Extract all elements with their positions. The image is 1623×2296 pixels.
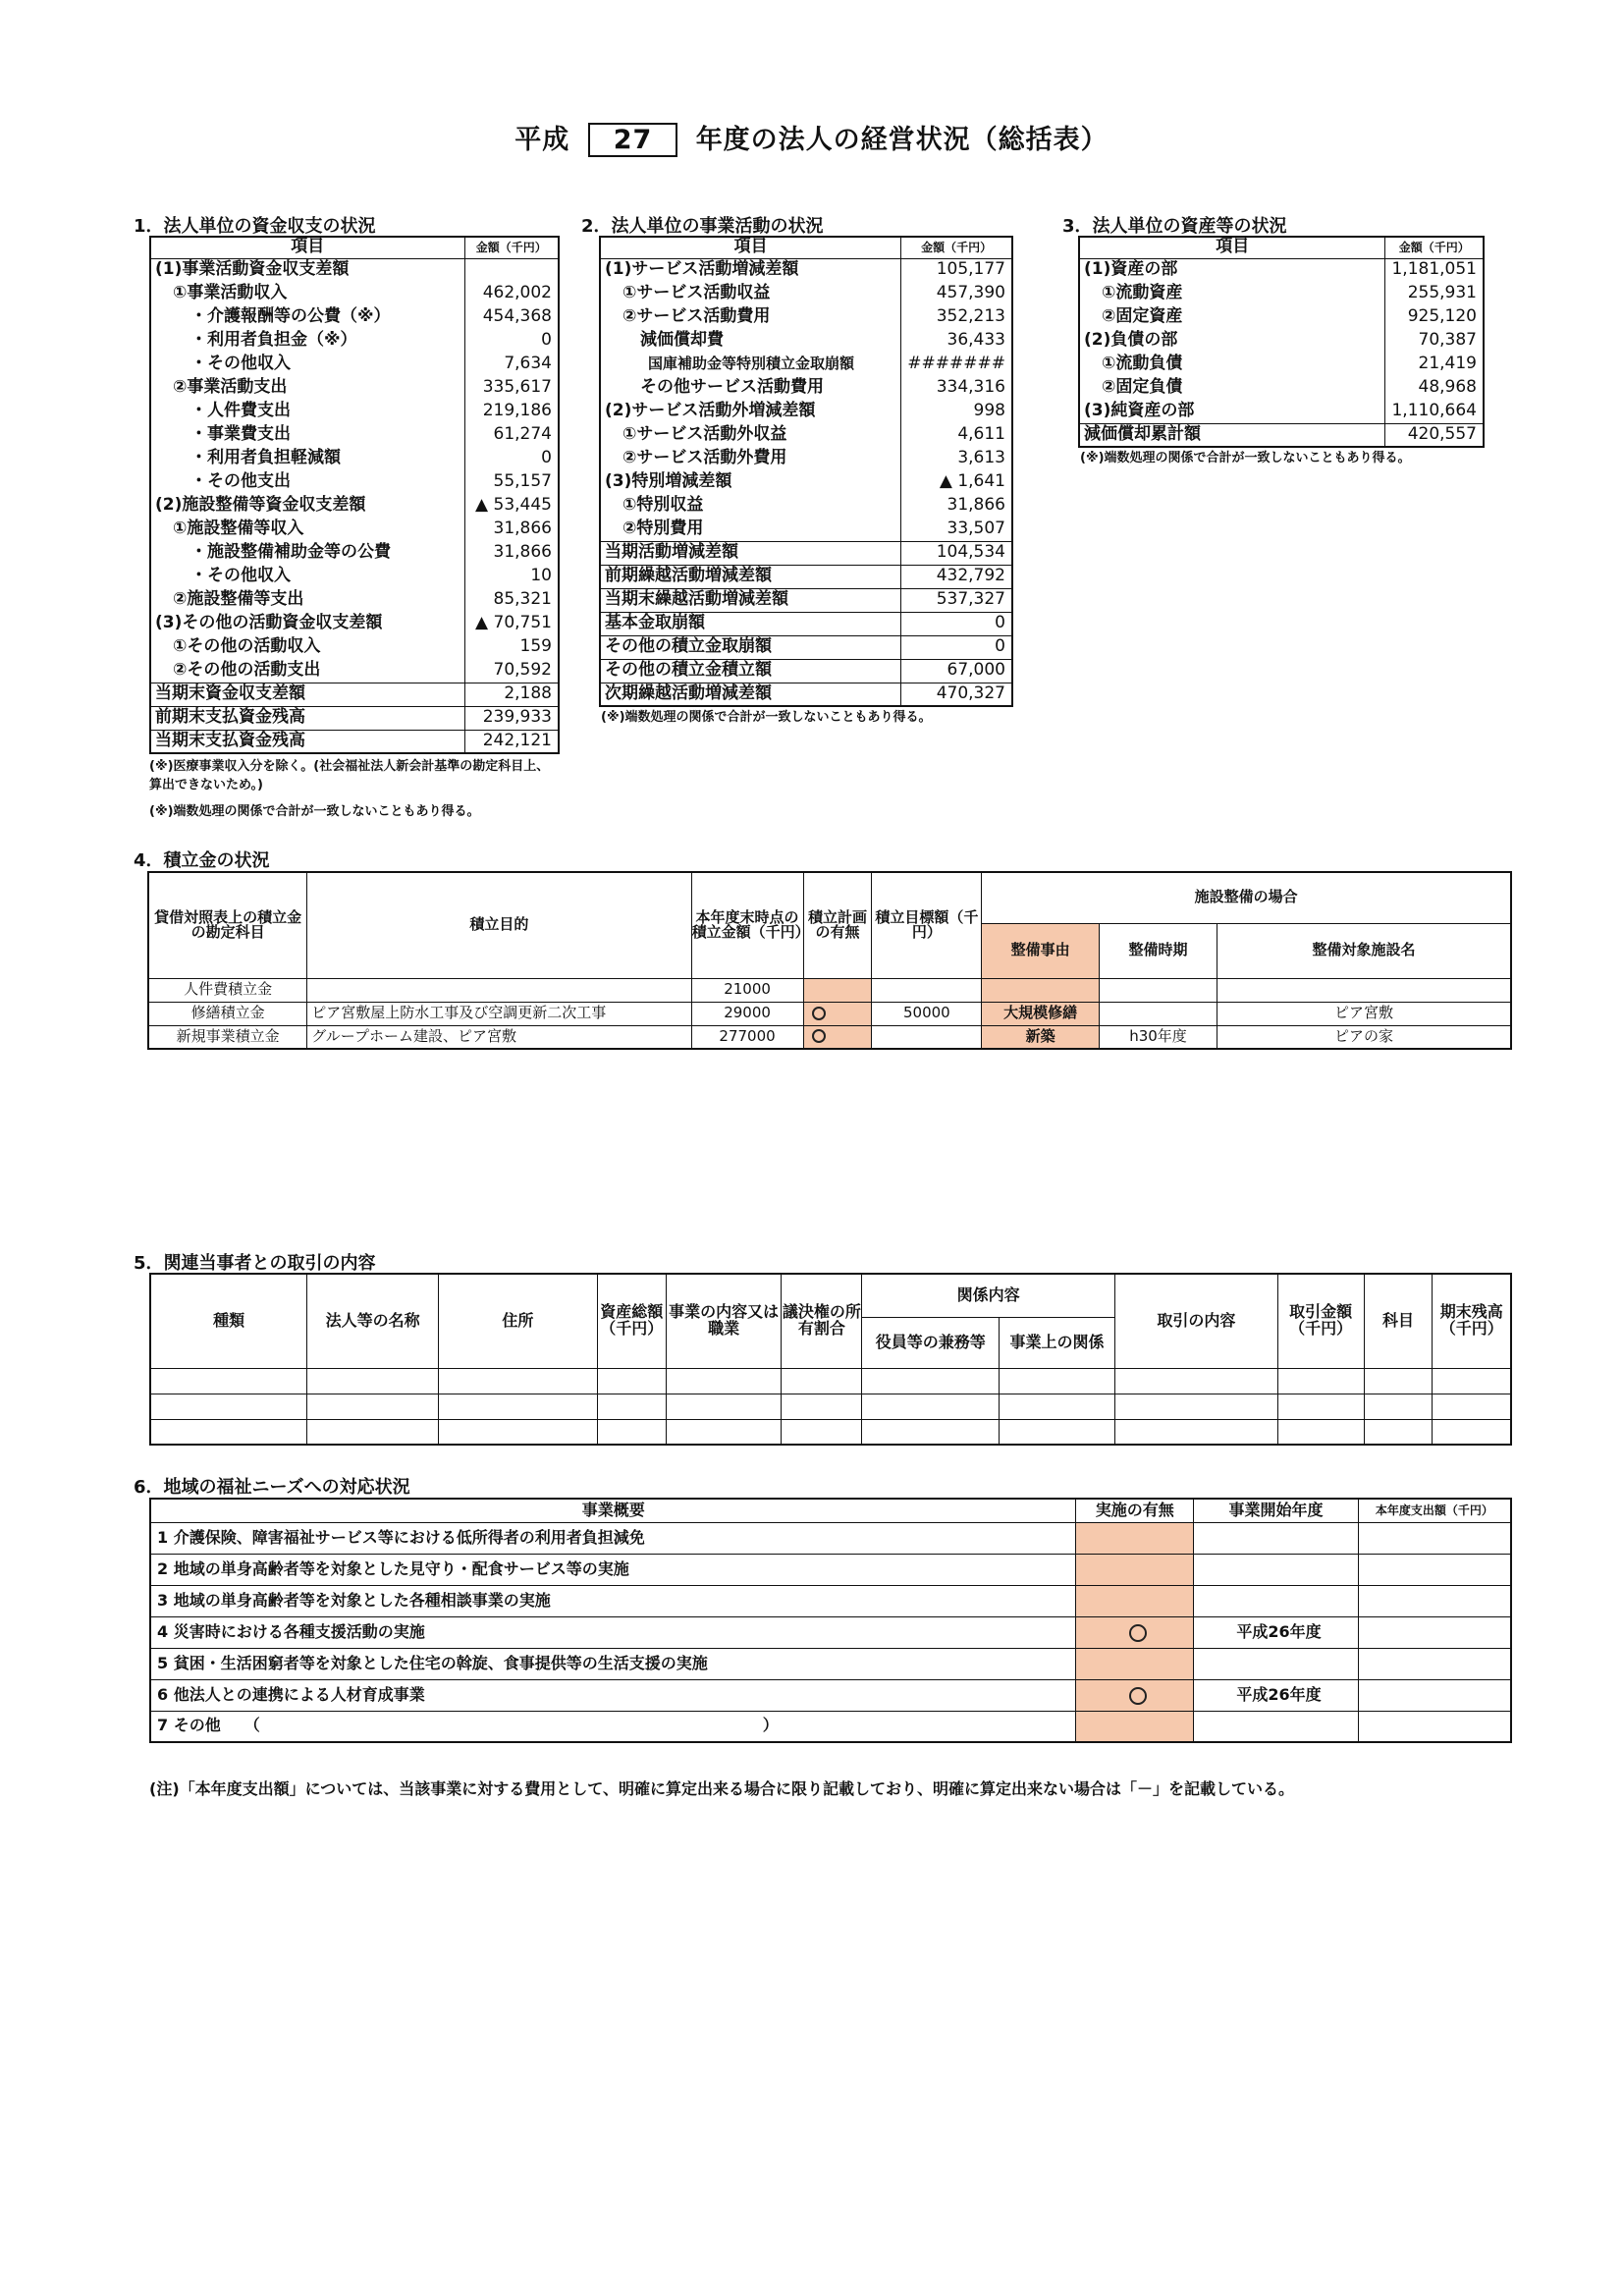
row-label: ②施設整備等支出	[150, 588, 464, 612]
table-row	[600, 423, 1012, 447]
page-title	[0, 118, 1623, 157]
row-label: 前期繰越活動増減差額	[600, 565, 901, 588]
row-label: (3)純資産の部	[1079, 400, 1385, 423]
table-row	[150, 470, 559, 494]
row-amount: 31,866	[464, 518, 559, 541]
row-label: ・その他収入	[150, 565, 464, 588]
table-row	[1079, 258, 1484, 282]
row-amount: 36,433	[901, 329, 1012, 353]
reserve-row	[148, 978, 1511, 1002]
rel-address-header: 住所	[439, 1274, 598, 1368]
impl-circle-icon	[1129, 1687, 1147, 1705]
row-label: ①サービス活動収益	[600, 282, 901, 305]
reserve-plan	[803, 1025, 872, 1049]
table-row	[600, 683, 1012, 706]
welfare-expense	[1358, 1648, 1511, 1679]
start-year-header: 事業開始年度	[1194, 1499, 1359, 1522]
row-label: その他の積立金取崩額	[600, 635, 901, 659]
row-amount: 61,274	[464, 423, 559, 447]
table-row	[1079, 400, 1484, 423]
item-header: 項目	[1079, 237, 1385, 258]
amount-header: 金額（千円）	[464, 237, 559, 258]
table-row	[600, 470, 1012, 494]
row-amount: 2,188	[464, 683, 559, 706]
row-amount: 0	[464, 447, 559, 470]
row-label: 当期末資金収支差額	[150, 683, 464, 706]
assets-table	[1078, 236, 1485, 448]
table-row	[150, 706, 559, 730]
plan-circle-icon	[812, 1007, 826, 1020]
reserve-account: 修繕積立金	[148, 1002, 307, 1025]
row-label: (2)サービス活動外増減差額	[600, 400, 901, 423]
reserve-balance: 21000	[691, 978, 803, 1002]
welfare-row	[150, 1522, 1511, 1554]
welfare-expense	[1358, 1711, 1511, 1742]
row-amount: 55,157	[464, 470, 559, 494]
reserve-plan-header: 積立計画の有無	[803, 872, 872, 978]
row-amount: 7,634	[464, 353, 559, 376]
row-amount: 457,390	[901, 282, 1012, 305]
row-label: 当期末支払資金残高	[150, 730, 464, 753]
reserve-target	[872, 978, 982, 1002]
welfare-start-year	[1194, 1648, 1359, 1679]
welfare-row	[150, 1711, 1511, 1742]
reserve-target-header: 積立目標額（千円）	[872, 872, 982, 978]
row-amount: #######	[901, 353, 1012, 376]
row-amount	[464, 258, 559, 282]
reserve-balance: 277000	[691, 1025, 803, 1049]
expense-header: 本年度支出額（千円）	[1358, 1499, 1511, 1522]
row-amount: 420,557	[1385, 423, 1484, 447]
reserve-facility: ピアの家	[1217, 1025, 1511, 1049]
welfare-row	[150, 1648, 1511, 1679]
table-row	[600, 329, 1012, 353]
welfare-impl	[1076, 1711, 1194, 1742]
welfare-start-year: 平成26年度	[1194, 1616, 1359, 1648]
row-amount: 255,931	[1385, 282, 1484, 305]
row-amount: ▲ 1,641	[901, 470, 1012, 494]
reserve-row	[148, 1002, 1511, 1025]
reserve-target: 50000	[872, 1002, 982, 1025]
row-label: ①特別収益	[600, 494, 901, 518]
welfare-row	[150, 1679, 1511, 1711]
row-label: (2)施設整備等資金収支差額	[150, 494, 464, 518]
row-amount: 33,507	[901, 518, 1012, 541]
rel-transaction-header: 取引の内容	[1114, 1274, 1277, 1368]
row-amount: 67,000	[901, 659, 1012, 683]
table-row	[600, 376, 1012, 400]
welfare-row	[150, 1585, 1511, 1616]
reserve-purpose: ピア宮敷屋上防水工事及び空調更新二次工事	[307, 1002, 691, 1025]
section6-note: (注)「本年度支出額」については、当該事業に対する費用として、明確に算定出来る場合に限り記載しており、明確に算定出来ない場合は「－」を記載している。	[149, 1779, 1294, 1798]
section2-note: (※)端数処理の関係で合計が一致しないこともあり得る。	[601, 710, 932, 725]
row-label: ・介護報酬等の公費（※）	[150, 305, 464, 329]
table-row	[150, 730, 559, 753]
row-label: 国庫補助金等特別積立金取崩額	[600, 353, 901, 376]
table-row	[600, 541, 1012, 565]
row-amount: 104,534	[901, 541, 1012, 565]
section3-title: 3．法人単位の資産等の状況	[1062, 216, 1287, 237]
welfare-row	[150, 1554, 1511, 1585]
reserve-period: h30年度	[1100, 1025, 1217, 1049]
row-amount: 10	[464, 565, 559, 588]
welfare-impl	[1076, 1522, 1194, 1554]
rel-type-header: 種類	[150, 1274, 307, 1368]
row-label: ①事業活動収入	[150, 282, 464, 305]
welfare-impl	[1076, 1616, 1194, 1648]
row-label: (1)事業活動資金収支差額	[150, 258, 464, 282]
welfare-impl	[1076, 1648, 1194, 1679]
impl-circle-icon	[1129, 1624, 1147, 1642]
row-label: ・その他収入	[150, 353, 464, 376]
table-row	[150, 1368, 1511, 1394]
reserve-account: 人件費積立金	[148, 978, 307, 1002]
welfare-expense	[1358, 1679, 1511, 1711]
rel-biz-relation-header: 事業上の関係	[1000, 1317, 1115, 1368]
row-amount: 21,419	[1385, 353, 1484, 376]
row-amount: 31,866	[464, 541, 559, 565]
table-row	[150, 258, 559, 282]
reserve-period	[1100, 1002, 1217, 1025]
row-label: ①流動負債	[1079, 353, 1385, 376]
table-row	[600, 612, 1012, 635]
row-label: 減価償却費	[600, 329, 901, 353]
row-amount: 925,120	[1385, 305, 1484, 329]
row-label: (3)その他の活動資金収支差額	[150, 612, 464, 635]
row-amount: 159	[464, 635, 559, 659]
welfare-needs-table	[149, 1498, 1512, 1743]
section2-title: 2．法人単位の事業活動の状況	[581, 216, 824, 237]
reserve-reason: 新築	[982, 1025, 1100, 1049]
cash-flow-table	[149, 236, 560, 754]
row-amount: 462,002	[464, 282, 559, 305]
item-header: 項目	[600, 237, 901, 258]
row-amount: 85,321	[464, 588, 559, 612]
reserve-purpose-header: 積立目的	[307, 872, 691, 978]
row-amount: 0	[901, 612, 1012, 635]
row-amount: 31,866	[901, 494, 1012, 518]
welfare-summary: 6 他法人との連携による人材育成事業	[150, 1679, 1076, 1711]
welfare-expense	[1358, 1616, 1511, 1648]
welfare-impl	[1076, 1679, 1194, 1711]
rel-officer-header: 役員等の兼務等	[862, 1317, 1000, 1368]
table-row	[600, 588, 1012, 612]
welfare-expense	[1358, 1522, 1511, 1554]
row-label: ②サービス活動費用	[600, 305, 901, 329]
welfare-start-year	[1194, 1711, 1359, 1742]
table-row	[600, 565, 1012, 588]
row-label: ①施設整備等収入	[150, 518, 464, 541]
row-amount: 0	[901, 635, 1012, 659]
table-row	[150, 376, 559, 400]
welfare-start-year	[1194, 1522, 1359, 1554]
activity-table	[599, 236, 1013, 707]
row-amount: 0	[464, 329, 559, 353]
welfare-summary: 5 貧困・生活困窮者等を対象とした住宅の斡旋、食事提供等の生活支援の実施	[150, 1648, 1076, 1679]
row-label: (2)負債の部	[1079, 329, 1385, 353]
row-label: ・利用者負担金（※）	[150, 329, 464, 353]
row-label: (1)サービス活動増減差額	[600, 258, 901, 282]
reserve-balance-header: 本年度末時点の積立金額（千円）	[691, 872, 803, 978]
table-row	[600, 305, 1012, 329]
row-amount: 352,213	[901, 305, 1012, 329]
row-amount: 1,110,664	[1385, 400, 1484, 423]
row-label: ・施設整備補助金等の公費	[150, 541, 464, 565]
title-prefix: 平成	[514, 125, 570, 155]
row-amount: 432,792	[901, 565, 1012, 588]
row-label: 当期末繰越活動増減差額	[600, 588, 901, 612]
rel-voting-header: 議決権の所有割合	[782, 1274, 862, 1368]
row-amount: 48,968	[1385, 376, 1484, 400]
table-row	[150, 588, 559, 612]
welfare-summary: 7 その他 （ ）	[150, 1711, 1076, 1742]
row-label: ②その他の活動支出	[150, 659, 464, 683]
section3-note: (※)端数処理の関係で合計が一致しないこともあり得る。	[1080, 451, 1411, 465]
row-amount: 3,613	[901, 447, 1012, 470]
row-label: ・事業費支出	[150, 423, 464, 447]
row-label: ・人件費支出	[150, 400, 464, 423]
row-amount: 242,121	[464, 730, 559, 753]
welfare-summary: 4 災害時における各種支援活動の実施	[150, 1616, 1076, 1648]
row-amount: 70,387	[1385, 329, 1484, 353]
reserve-period	[1100, 978, 1217, 1002]
row-amount: 335,617	[464, 376, 559, 400]
reserve-row	[148, 1025, 1511, 1049]
row-label: ①サービス活動外収益	[600, 423, 901, 447]
section1-note1: (※)医療事業収入分を除く。(社会福祉法人新会計基準の勘定科目上、算出できないため。)	[149, 759, 550, 793]
welfare-expense	[1358, 1585, 1511, 1616]
welfare-expense	[1358, 1554, 1511, 1585]
table-row	[600, 447, 1012, 470]
amount-header: 金額（千円）	[901, 237, 1012, 258]
table-row	[150, 518, 559, 541]
row-amount: 470,327	[901, 683, 1012, 706]
title-suffix: 年度の法人の経営状況（総括表）	[695, 125, 1109, 155]
reason-header: 整備事由	[982, 923, 1100, 978]
table-row	[1079, 329, 1484, 353]
row-label: ②事業活動支出	[150, 376, 464, 400]
welfare-start-year	[1194, 1554, 1359, 1585]
table-row	[150, 423, 559, 447]
reserve-reason	[982, 978, 1100, 1002]
section5-title: 5．関連当事者との取引の内容	[134, 1253, 376, 1274]
table-row	[600, 518, 1012, 541]
target-facility-header: 整備対象施設名	[1217, 923, 1511, 978]
row-amount: 998	[901, 400, 1012, 423]
reserve-table	[147, 871, 1512, 1050]
item-header: 項目	[150, 237, 464, 258]
row-amount: 219,186	[464, 400, 559, 423]
table-row	[150, 282, 559, 305]
row-label: 次期繰越活動増減差額	[600, 683, 901, 706]
section6-title: 6．地域の福祉ニーズへの対応状況	[134, 1477, 410, 1498]
table-row	[1079, 282, 1484, 305]
welfare-start-year	[1194, 1585, 1359, 1616]
plan-circle-icon	[812, 1029, 826, 1043]
row-label: (1)資産の部	[1079, 258, 1385, 282]
table-row	[150, 1394, 1511, 1419]
row-label: その他の積立金積立額	[600, 659, 901, 683]
rel-assets-header: 資産総額（千円）	[597, 1274, 666, 1368]
table-row	[150, 612, 559, 635]
row-amount: 239,933	[464, 706, 559, 730]
section1-title: 1．法人単位の資金収支の状況	[134, 216, 376, 237]
table-row	[600, 635, 1012, 659]
welfare-start-year: 平成26年度	[1194, 1679, 1359, 1711]
reserve-account-header: 貸借対照表上の積立金の勘定科目	[148, 872, 307, 978]
section1-note2: (※)端数処理の関係で合計が一致しないこともあり得る。	[149, 804, 480, 819]
rel-business-header: 事業の内容又は職業	[666, 1274, 782, 1368]
row-label: 前期末支払資金残高	[150, 706, 464, 730]
table-row	[1079, 376, 1484, 400]
rel-name-header: 法人等の名称	[307, 1274, 439, 1368]
table-row	[600, 282, 1012, 305]
row-amount: 334,316	[901, 376, 1012, 400]
impl-header: 実施の有無	[1076, 1499, 1194, 1522]
row-amount: 4,611	[901, 423, 1012, 447]
row-amount: 70,592	[464, 659, 559, 683]
rel-amount-header: 取引金額（千円）	[1277, 1274, 1364, 1368]
period-header: 整備時期	[1100, 923, 1217, 978]
table-row	[150, 353, 559, 376]
row-label: 基本金取崩額	[600, 612, 901, 635]
reserve-purpose	[307, 978, 691, 1002]
reserve-facility: ピア宮敷	[1217, 1002, 1511, 1025]
reserve-purpose: グループホーム建設、ピア宮敷	[307, 1025, 691, 1049]
row-label: 当期活動増減差額	[600, 541, 901, 565]
table-row	[150, 494, 559, 518]
welfare-impl	[1076, 1585, 1194, 1616]
table-row	[150, 329, 559, 353]
welfare-impl	[1076, 1554, 1194, 1585]
table-row	[600, 353, 1012, 376]
fiscal-year-box: 27	[588, 123, 678, 157]
rel-balance-header: 期末残高（千円）	[1433, 1274, 1511, 1368]
welfare-summary: 1 介護保険、障害福祉サービス等における低所得者の利用者負担減免	[150, 1522, 1076, 1554]
welfare-summary: 2 地域の単身高齢者等を対象とした見守り・配食サービス等の実施	[150, 1554, 1076, 1585]
row-amount: 1,181,051	[1385, 258, 1484, 282]
row-label: ②固定資産	[1079, 305, 1385, 329]
table-row	[150, 447, 559, 470]
reserve-plan	[803, 1002, 872, 1025]
related-party-table	[149, 1273, 1512, 1446]
table-row	[1079, 423, 1484, 447]
row-label: ①流動資産	[1079, 282, 1385, 305]
table-row	[150, 305, 559, 329]
row-label: ②サービス活動外費用	[600, 447, 901, 470]
reserve-facility	[1217, 978, 1511, 1002]
row-label: ②固定負債	[1079, 376, 1385, 400]
welfare-row	[150, 1616, 1511, 1648]
row-amount: 454,368	[464, 305, 559, 329]
reserve-account: 新規事業積立金	[148, 1025, 307, 1049]
table-row	[150, 565, 559, 588]
reserve-reason: 大規模修繕	[982, 1002, 1100, 1025]
table-row	[600, 400, 1012, 423]
row-amount: ▲ 70,751	[464, 612, 559, 635]
row-label: ・その他支出	[150, 470, 464, 494]
amount-header: 金額（千円）	[1385, 237, 1484, 258]
table-row	[600, 494, 1012, 518]
facility-header: 施設整備の場合	[982, 872, 1511, 923]
row-amount: 537,327	[901, 588, 1012, 612]
reserve-balance: 29000	[691, 1002, 803, 1025]
table-row	[150, 1419, 1511, 1445]
reserve-target	[872, 1025, 982, 1049]
table-row	[600, 258, 1012, 282]
row-label: ②特別費用	[600, 518, 901, 541]
table-row	[150, 541, 559, 565]
row-label: 減価償却累計額	[1079, 423, 1385, 447]
row-label: その他サービス活動費用	[600, 376, 901, 400]
row-label: ・利用者負担軽減額	[150, 447, 464, 470]
row-amount: 105,177	[901, 258, 1012, 282]
rel-account-header: 科目	[1364, 1274, 1433, 1368]
table-row	[600, 659, 1012, 683]
table-row	[1079, 353, 1484, 376]
table-row	[150, 635, 559, 659]
row-label: ①その他の活動収入	[150, 635, 464, 659]
table-row	[150, 683, 559, 706]
row-label: (3)特別増減差額	[600, 470, 901, 494]
table-row	[150, 659, 559, 683]
row-amount: ▲ 53,445	[464, 494, 559, 518]
rel-relation-header: 関係内容	[862, 1274, 1115, 1317]
welfare-summary: 3 地域の単身高齢者等を対象とした各種相談事業の実施	[150, 1585, 1076, 1616]
table-row	[1079, 305, 1484, 329]
section4-title: 4．積立金の状況	[134, 850, 270, 871]
table-row	[150, 400, 559, 423]
summary-header: 事業概要	[150, 1499, 1076, 1522]
reserve-plan	[803, 978, 872, 1002]
